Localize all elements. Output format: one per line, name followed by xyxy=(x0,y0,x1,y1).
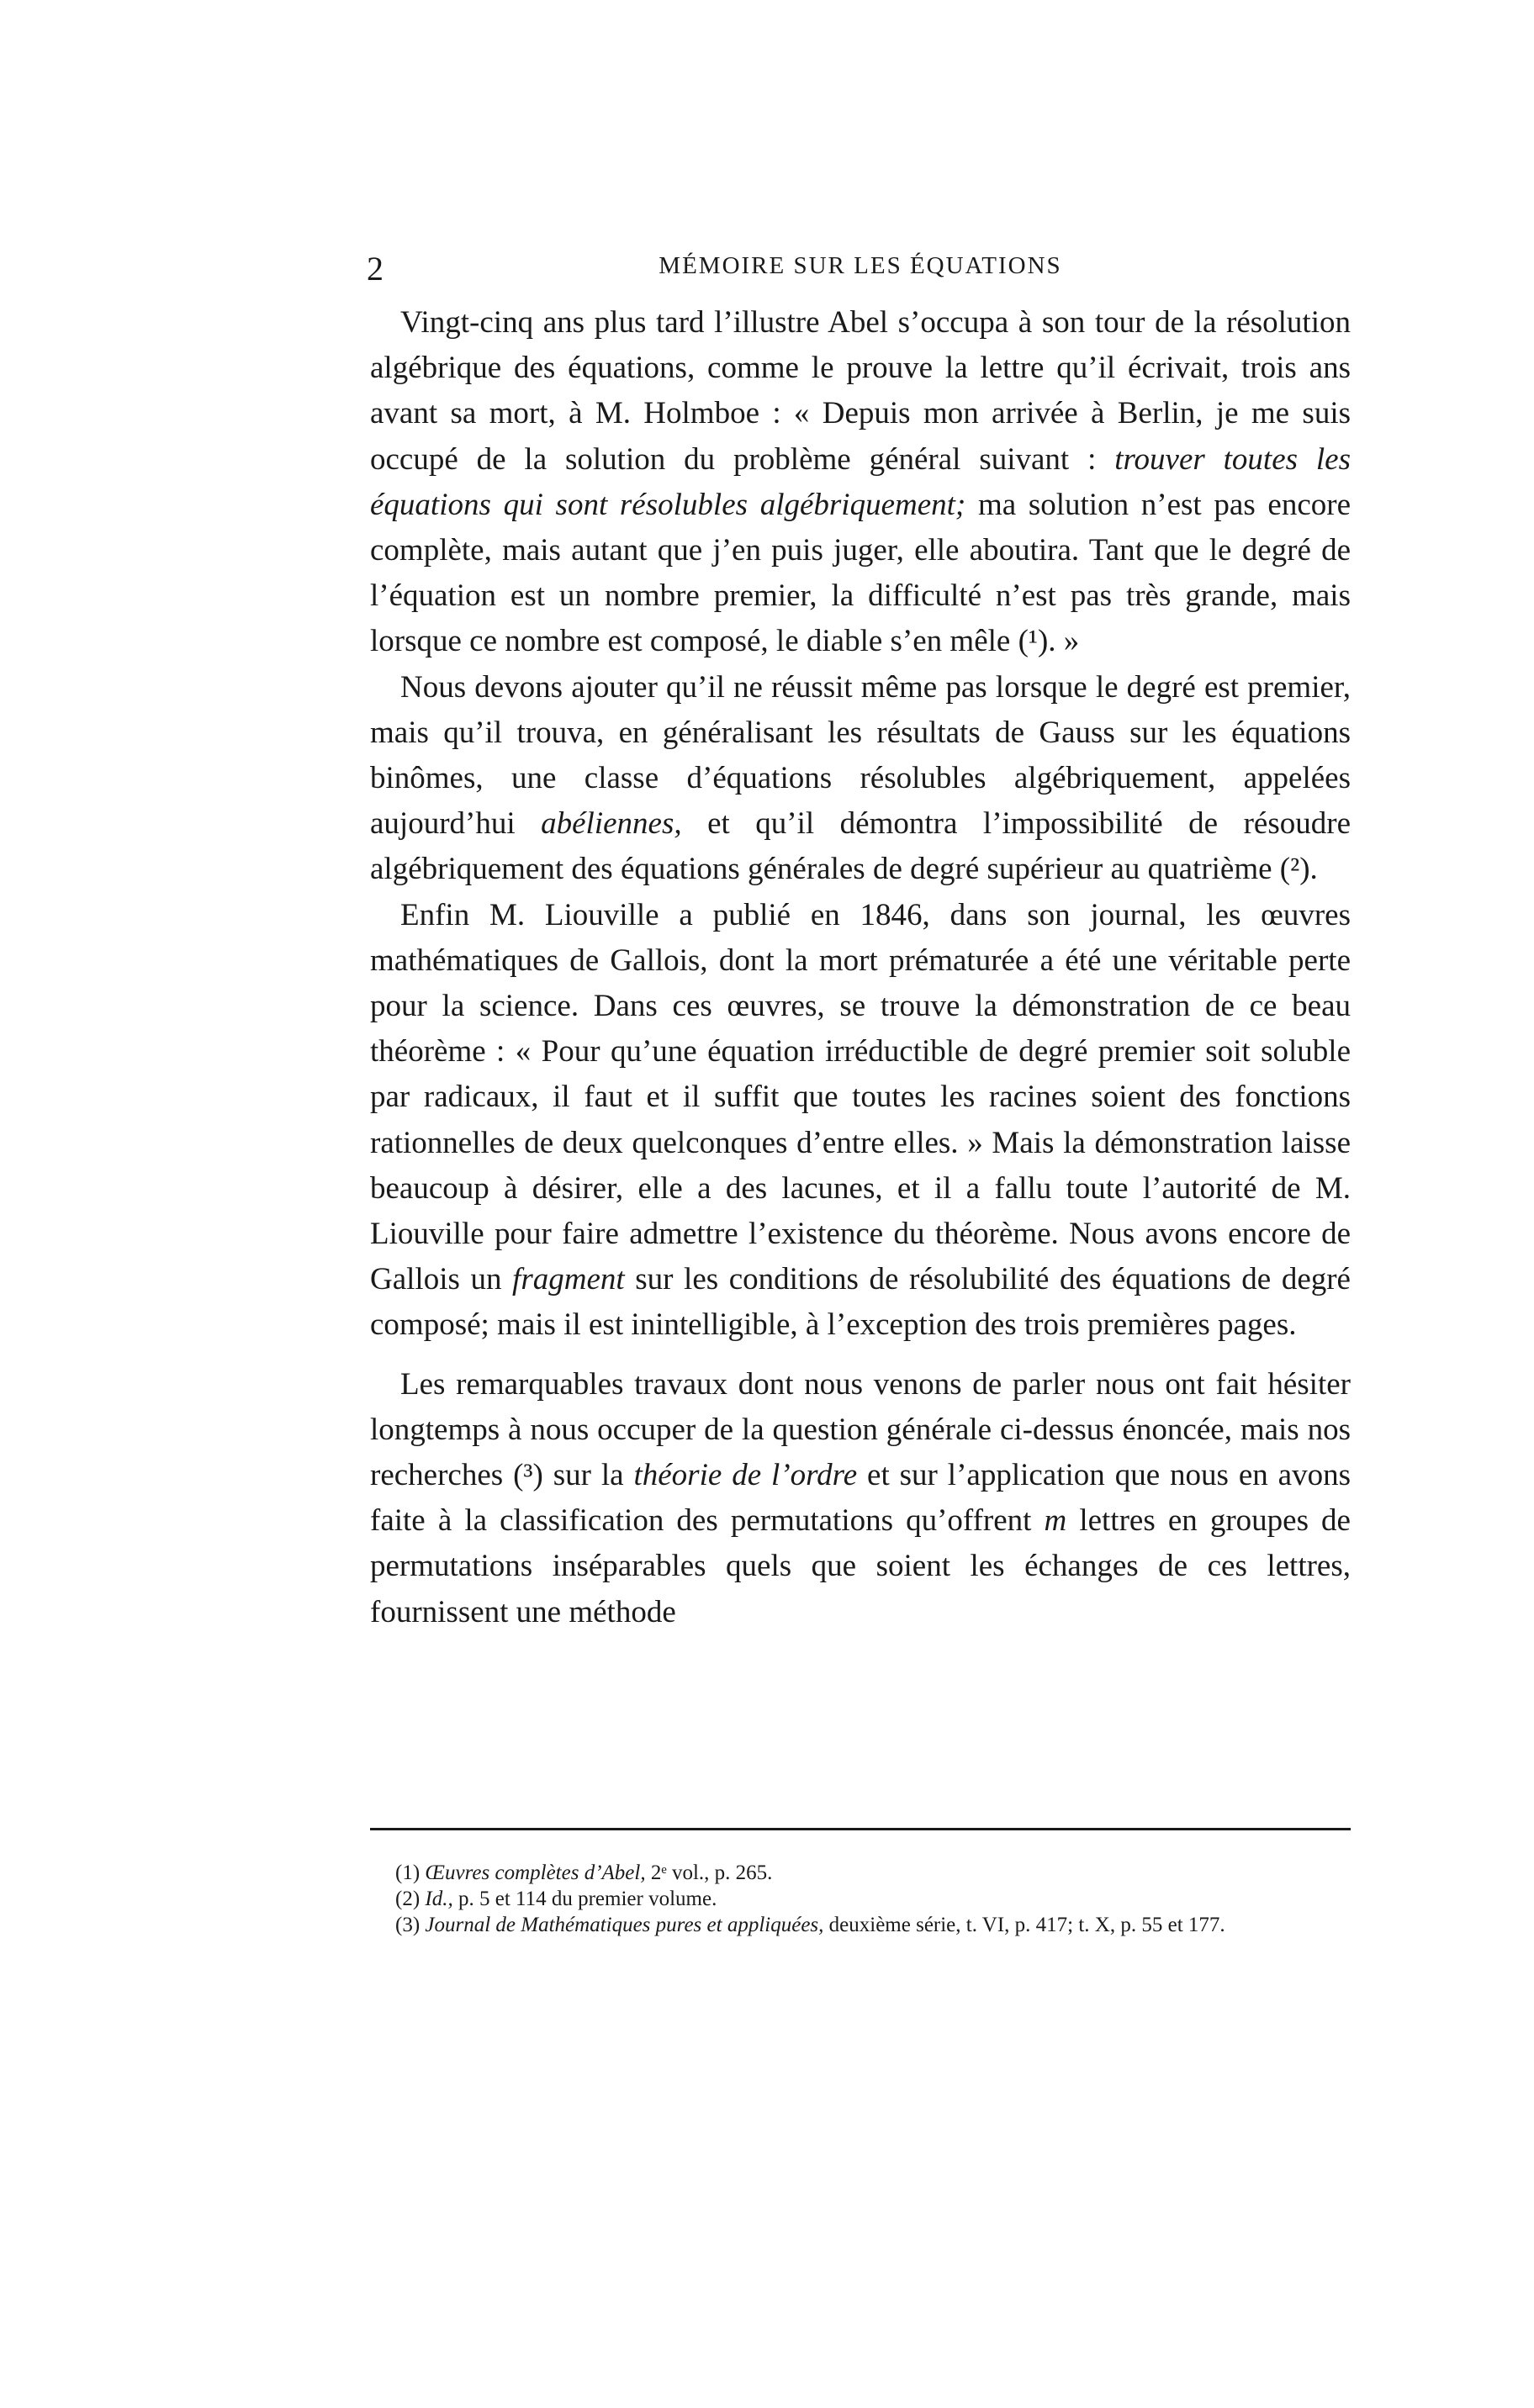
paragraph-text: et sur l’application que nous en avons faite à la classification des permutations qu’offrent xyxy=(370,1458,1352,1539)
paragraph-italic: fragment xyxy=(512,1262,625,1297)
footnotes xyxy=(395,1860,1351,1938)
paragraph-gallois xyxy=(370,893,1351,1349)
paragraph-text: ma solution n’est pas encore complète, mais autant que j’en puis juger, elle aboutira. Tant que le degré de l’équation est un nombre premier, la difficulté n’est pas très grande, mais lorsque ce nombre est composé, le diable s’en mêle (¹). » xyxy=(370,487,1351,659)
paragraph-italic: m xyxy=(1044,1503,1067,1539)
paragraph-text: lettres en groupes de permutations inséparables quels que soient les échanges de ces lettres, fournissent une méthode xyxy=(370,1503,1351,1629)
footnote-text: p. 5 et 114 du premier volume. xyxy=(452,1888,717,1910)
footnote-text: deuxième série, t. VI, p. 417; t. X, p. 55 et 177. xyxy=(823,1914,1225,1936)
paragraph-italic: abéliennes, xyxy=(541,806,682,842)
footnote-italic: Id., xyxy=(425,1888,453,1910)
page-number: 2 xyxy=(367,250,384,288)
footnote-text: 2ᵉ vol., p. 265. xyxy=(645,1861,773,1884)
footnote-number: (1) xyxy=(395,1861,421,1884)
running-head: MÉMOIRE SUR LES ÉQUATIONS xyxy=(659,252,1062,279)
footnote-number: (2) xyxy=(395,1888,421,1910)
footnote-1 xyxy=(395,1860,1351,1886)
paragraph-italic: théorie de l’ordre xyxy=(633,1458,858,1493)
paragraph-text: Nous devons ajouter qu’il ne réussit même pas lorsque le degré est premier, mais qu’il trouva, en généralisant les résultats de Gauss sur les équations binômes, une classe d’équations résolubles algébriquement, appelées aujourd’hui xyxy=(370,669,1351,842)
paragraph-abel xyxy=(370,300,1351,665)
paragraph-ordre xyxy=(370,1362,1351,1635)
footnote-divider xyxy=(370,1828,1351,1830)
paragraph-text: Vingt-cinq ans plus tard l’illustre Abel s’occupa à son tour de la résolution algébrique des équations, comme le prouve la lettre qu’il écrivait, trois ans avant sa mort, à M. Holmboe : « Depuis mon arrivée à Berlin, je me suis occupé de la solution du problème général suivant : xyxy=(370,305,1351,477)
paragraph-italic: trouver toutes les équations qui sont résolubles algébriquement; xyxy=(370,441,1352,522)
footnote-italic: Œuvres complètes d’Abel, xyxy=(425,1861,646,1884)
paragraph-text: Les remarquables travaux dont nous venons de parler nous ont fait hésiter longtemps à nous occuper de la question générale ci-dessus énoncée, mais nos recherches (³) sur la xyxy=(370,1366,1351,1493)
paragraph-text: sur les conditions de résolubilité des équations de degré composé; mais il est inintelligible, à l’exception des trois premières pages. xyxy=(370,1262,1351,1343)
paragraph-text: Enfin M. Liouville a publié en 1846, dans son journal, les œuvres mathématiques de Gallois, dont la mort prématurée a été une véritable perte pour la science. Dans ces œuvres, se trouve la démonstration de ce beau théorème : « Pour qu’une équation irréductible de degré premier soit soluble par radicaux, il faut et il suffit que toutes les racines soient des fonctions rationnelles de deux quelconques d’entre elles. » Mais la démonstration laisse beaucoup à désirer, elle a des lacunes, et il a fallu toute l’autorité de M. Liouville pour faire admettre l’existence du théorème. Nous avons encore de Gallois un xyxy=(370,897,1351,1297)
footnote-3 xyxy=(395,1912,1351,1938)
paragraph-text: et qu’il démontra l’impossibilité de résoudre algébriquement des équations générales de degré supérieur au quatrième (²). xyxy=(370,806,1351,887)
footnote-number: (3) xyxy=(395,1914,421,1936)
body-text xyxy=(370,300,1351,1635)
footnote-2 xyxy=(395,1886,1351,1912)
paragraph-abeliennes xyxy=(370,665,1351,893)
footnote-italic: Journal de Mathématiques pures et appliquées, xyxy=(425,1914,824,1936)
